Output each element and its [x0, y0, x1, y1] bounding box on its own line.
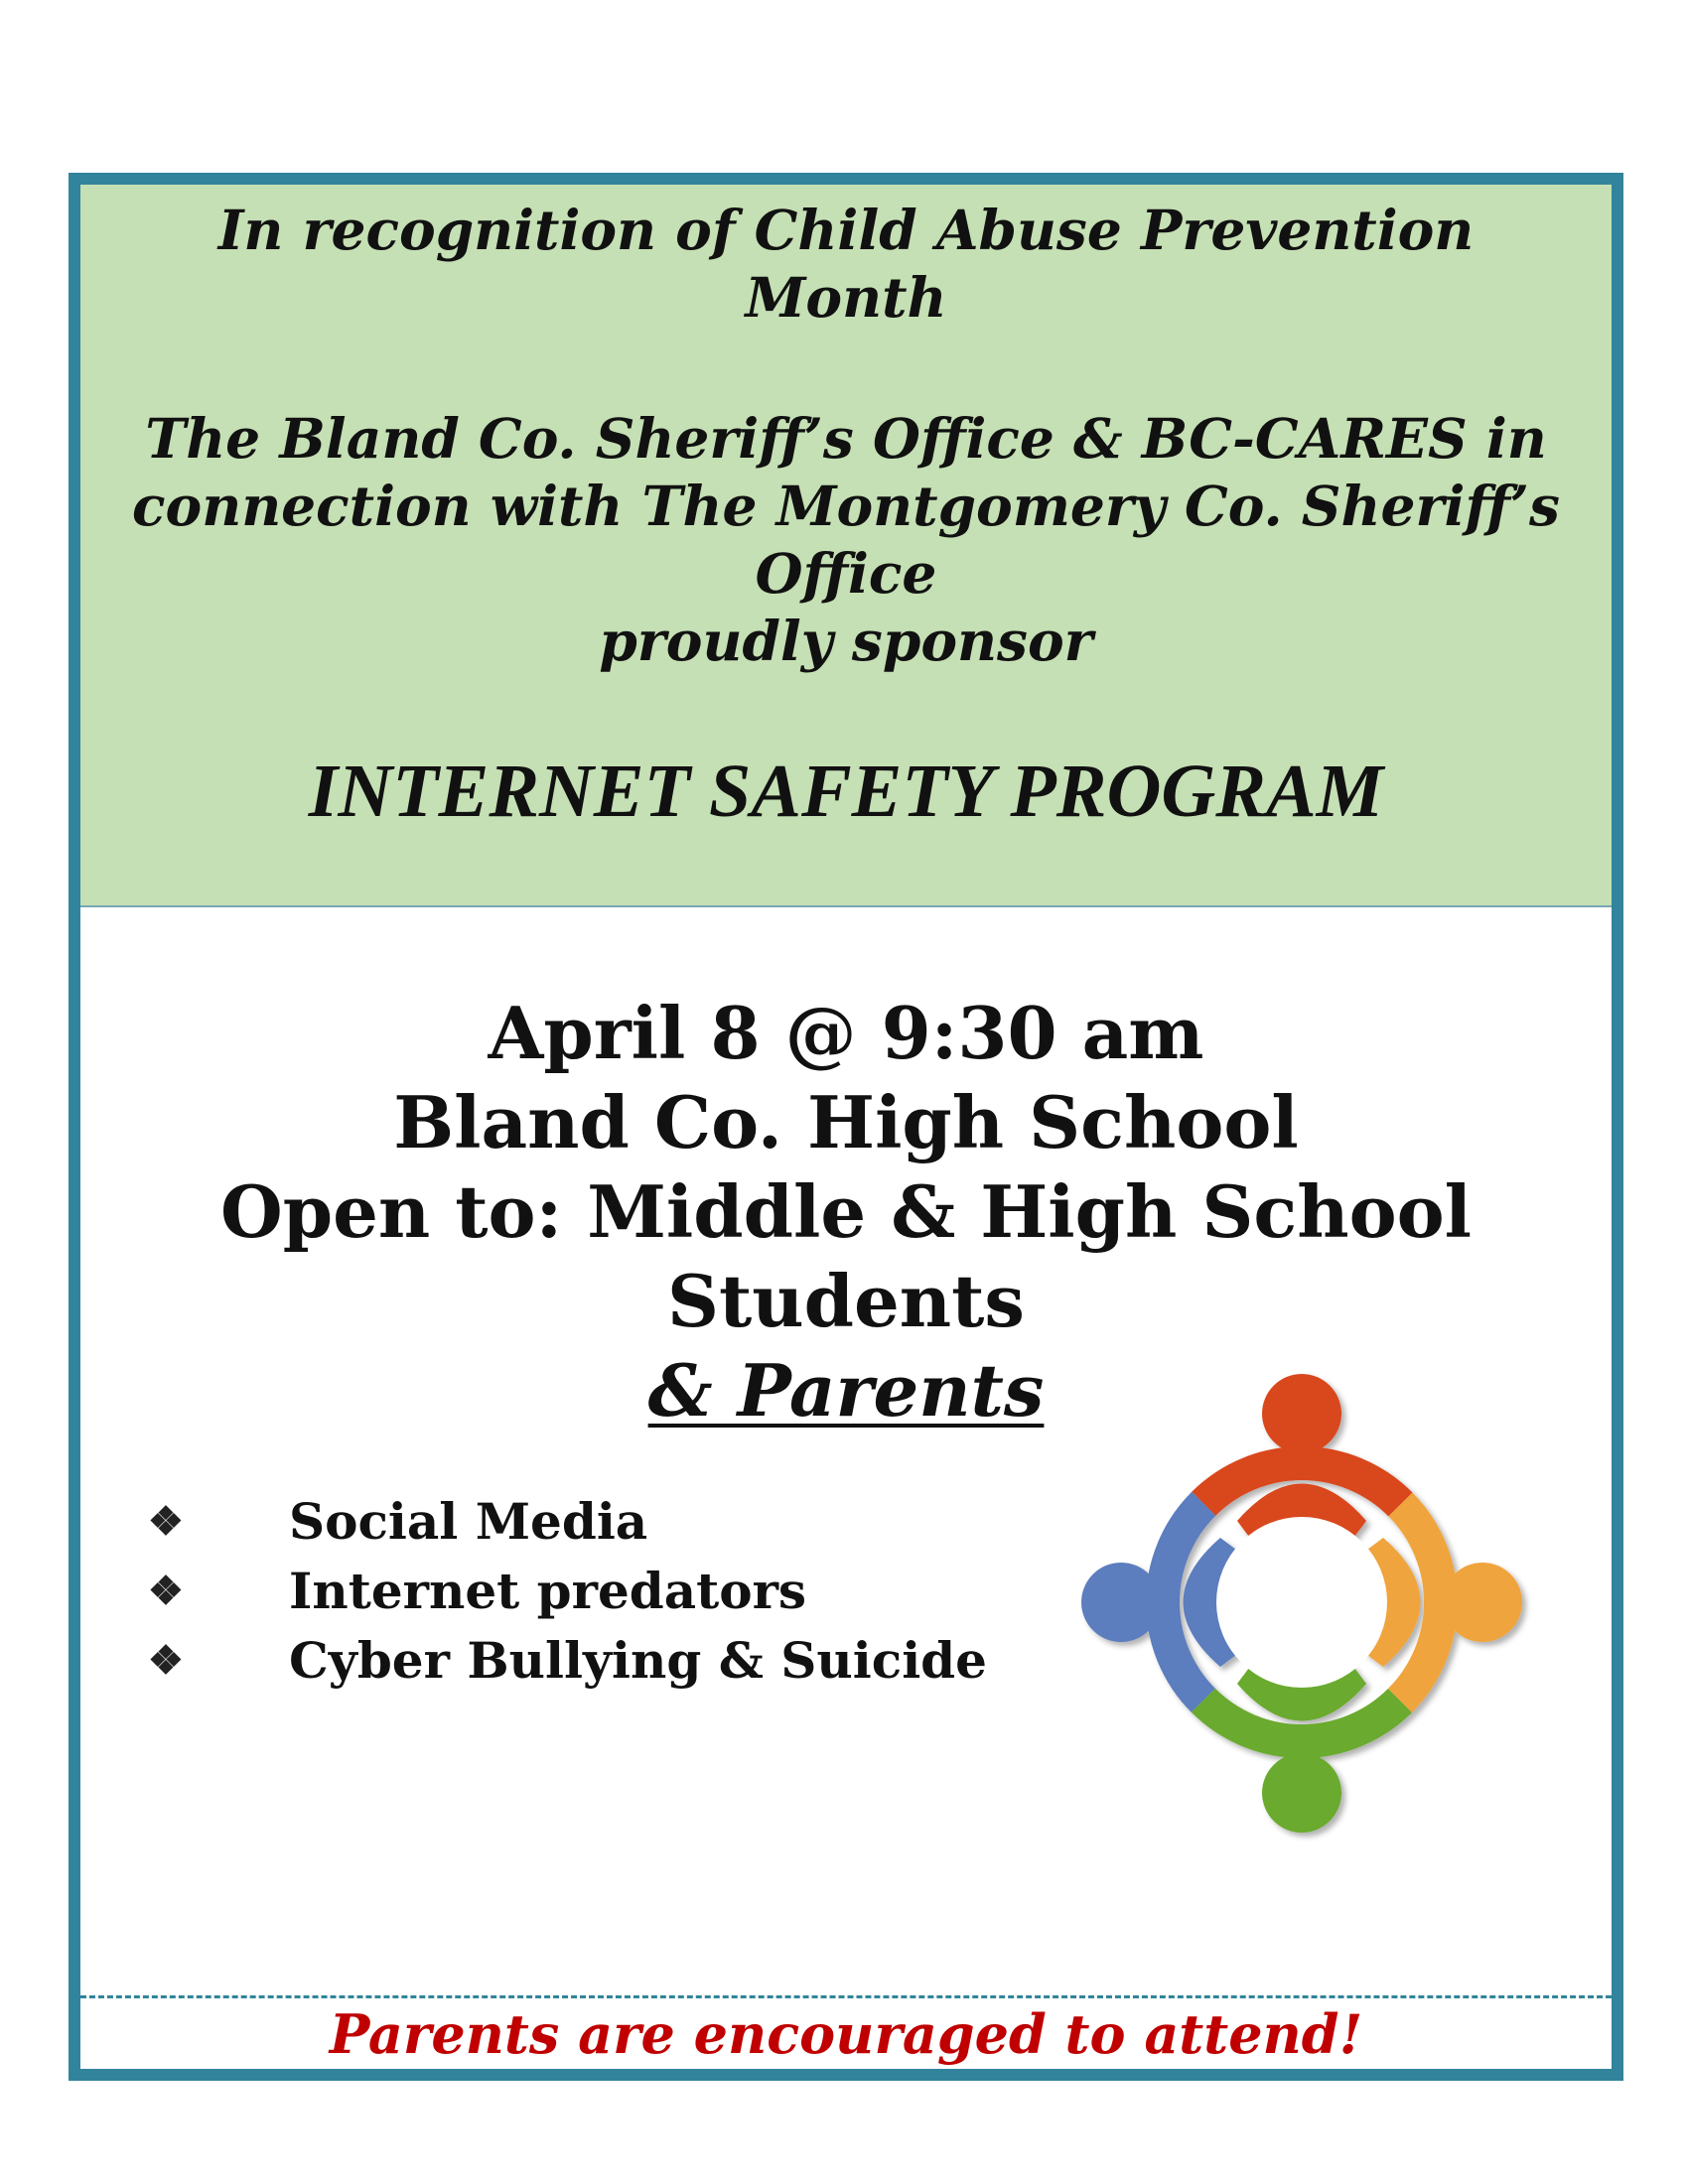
people-circle-icon — [1054, 1352, 1550, 1848]
header-panel — [80, 185, 1612, 907]
sponsor-line-3: Office — [755, 541, 937, 606]
event-date-time: April 8 @ 9:30 am — [488, 991, 1204, 1075]
event-audience-line-1: Open to: Middle & High School — [220, 1169, 1472, 1254]
person-green-head — [1262, 1753, 1341, 1833]
topic-label: Internet predators — [289, 1562, 807, 1620]
sponsor-line-1: The Bland Co. Sheriff’s Office & BC-CARES in — [145, 406, 1547, 471]
event-location: Bland Co. High School — [393, 1080, 1299, 1164]
recognition-line-1: In recognition of Child Abuse Prevention — [217, 198, 1475, 262]
footer-divider — [80, 1995, 1612, 1998]
topic-item — [148, 1626, 987, 1696]
diamond-bullet-icon: ❖ — [148, 1498, 184, 1545]
footer-note: Parents are encouraged to attend! — [329, 2002, 1363, 2066]
flyer-frame — [69, 173, 1623, 2081]
people-circle-center — [1216, 1517, 1387, 1688]
event-audience-line-2: Students — [667, 1259, 1025, 1343]
sponsor-line-4: proudly sponsor — [599, 609, 1093, 673]
topic-item — [148, 1487, 987, 1557]
sponsor-line-2: connection with The Montgomery Co. Sheriff’s — [132, 474, 1560, 538]
topics-list — [148, 1487, 987, 1696]
recognition-line-2: Month — [745, 265, 947, 330]
sponsor-heading — [80, 405, 1612, 675]
person-red-head — [1262, 1374, 1341, 1453]
topic-item — [148, 1557, 987, 1626]
program-title: INTERNET SAFETY PROGRAM — [308, 750, 1384, 833]
event-audience-parents: & Parents — [647, 1348, 1045, 1433]
diamond-bullet-icon: ❖ — [148, 1637, 184, 1684]
topic-label: Cyber Bullying & Suicide — [289, 1631, 987, 1690]
recognition-heading — [80, 197, 1612, 332]
diamond-bullet-icon: ❖ — [148, 1568, 184, 1614]
topic-label: Social Media — [289, 1492, 648, 1551]
